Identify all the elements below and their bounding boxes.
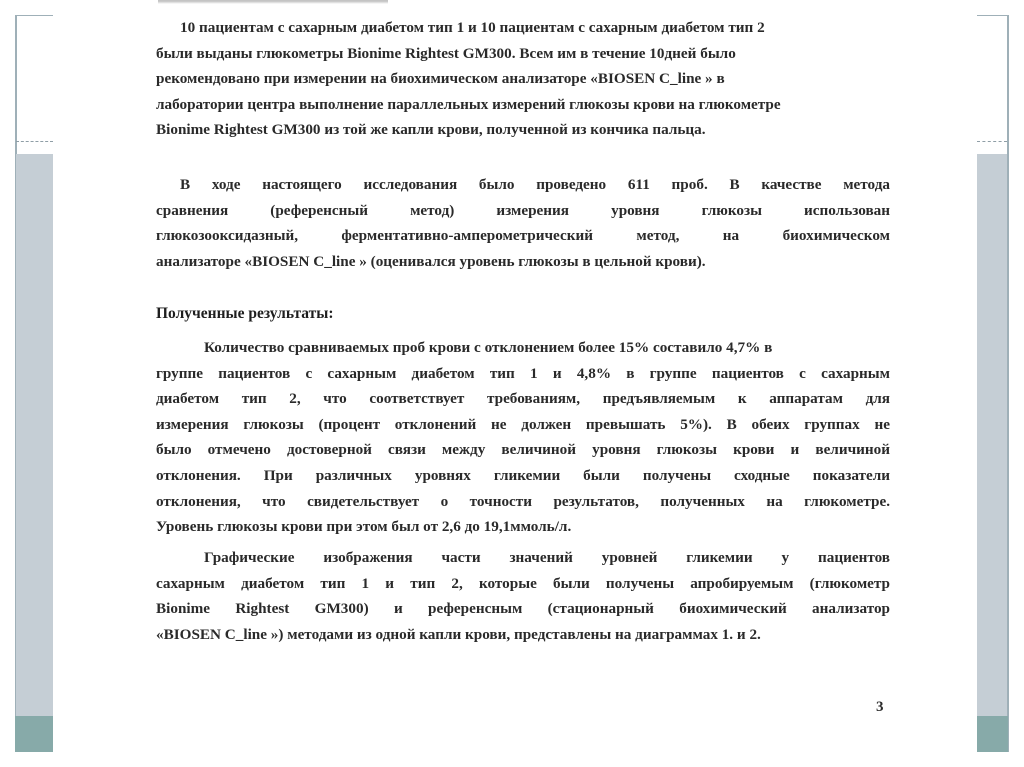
paragraph-2	[156, 172, 890, 274]
left-grey-bar	[16, 154, 53, 716]
left-teal-block	[15, 716, 53, 752]
paragraph-1-line: Bionime Rightest GM300 из той же капли крови, полученной из кончика пальца.	[156, 121, 706, 139]
paragraph-4-line: «BIOSEN C_line ») методами из одной капли крови, представлены на диаграммах 1. и 2.	[156, 625, 761, 643]
right-grey-bar	[977, 154, 1007, 716]
paragraph-1	[156, 15, 890, 143]
right-teal-block	[977, 716, 1008, 752]
right-frame-dashed-divider	[977, 141, 1007, 142]
paragraph-4-line: Графические изображения части значений уровней гликемии у пациентов	[204, 549, 890, 566]
paragraph-3-line: измерения глюкозы (процент отклонений не должен превышать 5%). В обеих группах не	[156, 415, 890, 433]
paragraph-2-line: анализаторе «BIOSEN C_line » (оценивался уровень глюкозы в цельной крови).	[156, 252, 706, 270]
paragraph-4-line: сахарным диабетом тип 1 и тип 2, которые были получены апробируемым (глюкометр	[156, 574, 890, 592]
paragraph-1-line: лаборатории центра выполнение параллельных измерений глюкозы крови на глюкометре	[156, 95, 781, 113]
paragraph-4-line: Bionime Rightest GM300) и референсным (стационарный биохимический анализатор	[156, 600, 890, 618]
cropped-previous-line	[158, 0, 388, 4]
results-heading: Полученные результаты:	[156, 305, 334, 322]
paragraph-1-line: рекомендовано при измерении на биохимическом анализаторе «BIOSEN C_line » в	[156, 70, 725, 88]
document-page	[148, 0, 896, 767]
paragraph-2-line: глюкозооксидазный, ферментативно-амперометрический метод, на биохимическом	[156, 227, 890, 245]
paragraph-1-line: были выданы глюкометры Bionime Rightest GM300. Всем им в течение 10дней было	[156, 44, 736, 62]
left-frame-dashed-divider	[16, 141, 53, 142]
paragraph-3-line: отклонения, что свидетельствует о точности результатов, полученных на глюкометре.	[156, 492, 890, 510]
left-frame-top-line	[15, 15, 53, 16]
paragraph-3	[156, 335, 890, 540]
paragraph-3-line: группе пациентов с сахарным диабетом тип 1 и 4,8% в группе пациентов с сахарным	[156, 364, 890, 382]
paragraph-3-line: Количество сравниваемых проб крови с отклонением более 15% составило 4,7% в	[204, 339, 773, 356]
right-frame-top-line	[977, 15, 1008, 16]
page-number: 3	[876, 699, 884, 715]
paragraph-2-line: сравнения (референсный метод) измерения уровня глюкозы использован	[156, 201, 890, 219]
paragraph-2-line: В ходе настоящего исследования было проведено 611 проб. В качестве метода	[180, 176, 890, 193]
paragraph-3-line: было отмечено достоверной связи между величиной уровня глюкозы крови и величиной	[156, 441, 890, 459]
paragraph-3-line: Уровень глюкозы крови при этом был от 2,6 до 19,1ммоль/л.	[156, 518, 572, 536]
paragraph-3-line: диабетом тип 2, что соответствует требованиям, предъявляемым к аппаратам для	[156, 390, 890, 408]
paragraph-1-line: 10 пациентам с сахарным диабетом тип 1 и 10 пациентам с сахарным диабетом тип 2	[180, 19, 765, 36]
paragraph-4	[156, 545, 890, 647]
right-frame-vertical-line	[1007, 15, 1009, 752]
paragraph-3-line: отклонения. При различных уровнях гликемии были получены сходные показатели	[156, 466, 890, 484]
